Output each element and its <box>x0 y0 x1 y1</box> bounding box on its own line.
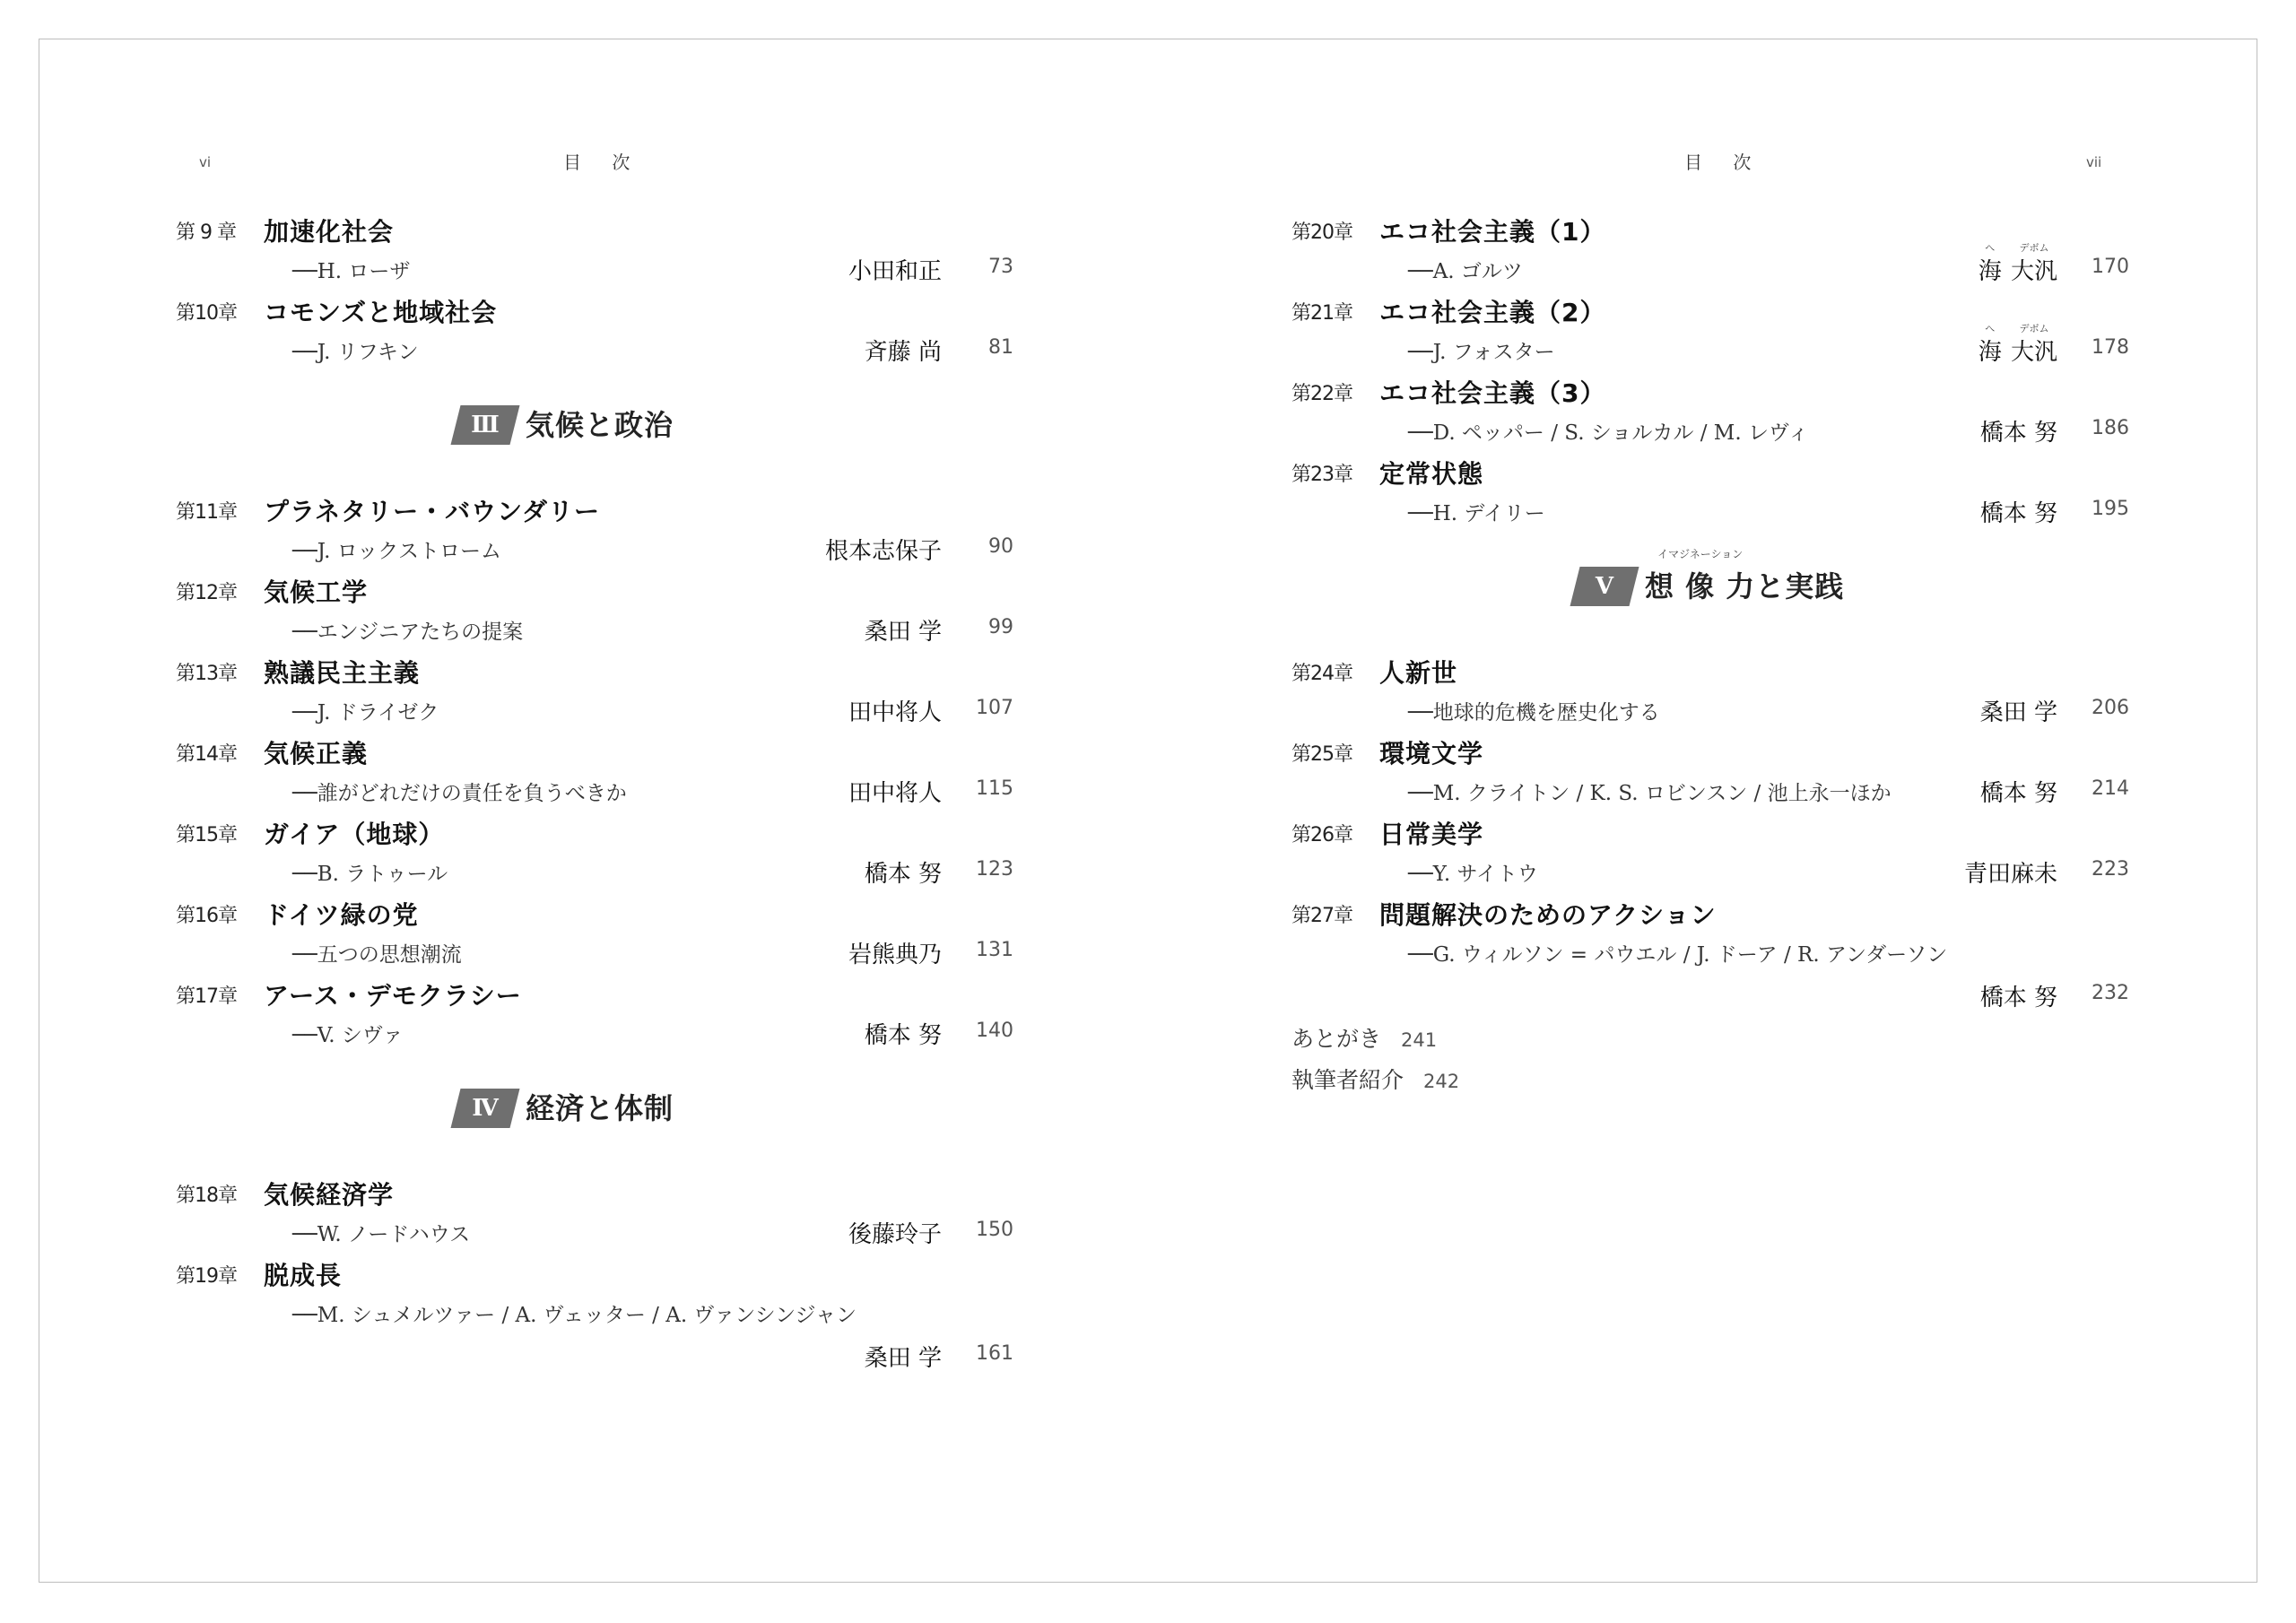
chapter-number: 第12章 <box>176 581 237 604</box>
page-number: 107 <box>976 697 1013 719</box>
chapter-subtitle: ──D. ペッパー / S. ショルカル / M. レヴィ <box>1408 421 1809 445</box>
toc-left <box>176 212 1013 1379</box>
chapter-number: 第24章 <box>1292 662 1352 685</box>
toc-entry-ch10[interactable] <box>176 292 1013 373</box>
toc-entry-ch16[interactable] <box>176 895 1013 976</box>
author-given-name: デボム 大汎 <box>2010 323 2057 366</box>
page-number: 161 <box>976 1342 1013 1365</box>
page-number: 206 <box>2092 697 2129 719</box>
chapter-number: 第23章 <box>1292 463 1352 486</box>
chapter-author: 岩熊典乃 <box>848 942 942 968</box>
chapter-title: 気候正義 <box>264 739 369 768</box>
page-number: 99 <box>988 616 1013 638</box>
page-number: 195 <box>2092 498 2129 520</box>
chapter-number: 第27章 <box>1292 904 1352 927</box>
chapter-number: 第19章 <box>176 1264 237 1288</box>
toc-entry-ch12[interactable] <box>176 572 1013 653</box>
backmatter-label: 執筆者紹介 <box>1292 1067 1405 1093</box>
chapter-number: 第13章 <box>176 662 237 685</box>
author-family-name: へ 海 <box>1978 323 2002 366</box>
toc-entry-ch21[interactable] <box>1292 292 2129 373</box>
chapter-subtitle: ──地球的危機を歴史化する <box>1408 701 1660 725</box>
chapter-subtitle: ──M. クライトン / K. S. ロビンスン / 池上永一ほか <box>1408 782 1892 805</box>
toc-entry-ch19[interactable] <box>176 1255 1013 1379</box>
author-given-name: デボム 大汎 <box>2010 242 2057 285</box>
toc-entry-ch9[interactable] <box>176 212 1013 292</box>
ruby-reading: イマジネーション <box>1657 548 1744 560</box>
chapter-subtitle: ──J. ロックストローム <box>292 540 502 563</box>
toc-entry-ch22[interactable] <box>1292 373 2129 454</box>
chapter-author <box>1977 323 2057 367</box>
folio-right: vii <box>2086 154 2102 170</box>
part-number: Ⅲ <box>471 412 500 438</box>
page-number: 186 <box>2092 417 2129 439</box>
chapter-author: 橋本 努 <box>864 861 942 888</box>
part-title: 気候と政治 <box>526 408 674 442</box>
chapter-author: 斉藤 尚 <box>864 339 942 366</box>
part-heading-5[interactable] <box>1292 534 2129 653</box>
chapter-title: プラネタリー・バウンダリー <box>264 497 601 526</box>
chapter-title: 脱成長 <box>264 1261 343 1290</box>
page-number: 131 <box>976 939 1013 961</box>
ruby-reading: へ <box>1985 242 1996 254</box>
chapter-title: ガイア（地球） <box>264 820 445 849</box>
right-page <box>1148 0 2296 1623</box>
toc-entry-afterword[interactable] <box>1292 1019 2129 1060</box>
chapter-subtitle: ──H. ローザ <box>292 260 411 283</box>
toc-entry-ch17[interactable] <box>176 976 1013 1056</box>
chapter-number: 第22章 <box>1292 382 1352 405</box>
chapter-number: 第15章 <box>176 823 237 846</box>
page-number: 170 <box>2092 256 2129 278</box>
chapter-subtitle: ──誰がどれだけの責任を負うべきか <box>292 782 627 805</box>
page-number: 123 <box>976 858 1013 881</box>
toc-entry-ch24[interactable] <box>1292 653 2129 733</box>
chapter-title: 人新世 <box>1379 658 1458 688</box>
toc-entry-ch26[interactable] <box>1292 814 2129 895</box>
chapter-number: 第18章 <box>176 1184 237 1207</box>
chapter-author: 桑田 学 <box>864 619 942 646</box>
chapter-title: エコ社会主義（1） <box>1379 217 1606 247</box>
chapter-number: 第 9 章 <box>176 221 236 244</box>
part-title: 経済と体制 <box>526 1091 674 1125</box>
author-family-name: へ 海 <box>1978 242 2002 285</box>
page-number: 73 <box>988 256 1013 278</box>
toc-entry-ch13[interactable] <box>176 653 1013 733</box>
chapter-title: コモンズと地域社会 <box>264 298 498 327</box>
chapter-number: 第21章 <box>1292 301 1352 325</box>
chapter-title: 環境文学 <box>1379 739 1484 768</box>
ruby-reading: デボム <box>2019 323 2049 334</box>
chapter-title: エコ社会主義（3） <box>1379 378 1606 408</box>
folio-left: vi <box>199 154 212 170</box>
toc-entry-ch27[interactable] <box>1292 895 2129 1019</box>
page-number: 214 <box>2092 777 2129 800</box>
running-head-right: 目 次 <box>1684 152 1764 173</box>
page-number: 140 <box>976 1020 1013 1042</box>
toc-entry-ch23[interactable] <box>1292 454 2129 534</box>
toc-entry-ch20[interactable] <box>1292 212 2129 292</box>
chapter-number: 第16章 <box>176 904 237 927</box>
chapter-number: 第20章 <box>1292 221 1352 244</box>
page-number: 241 <box>1401 1029 1438 1051</box>
chapter-subtitle: ──B. ラトゥール <box>292 863 448 886</box>
chapter-author: 橋本 努 <box>864 1022 942 1049</box>
chapter-author: 小田和正 <box>848 258 942 285</box>
chapter-author: 桑田 学 <box>864 1345 942 1372</box>
chapter-author: 後藤玲子 <box>848 1221 942 1248</box>
running-head-left: 目 次 <box>563 152 643 173</box>
chapter-author: 桑田 学 <box>1979 699 2057 726</box>
chapter-subtitle: ──J. フォスター <box>1408 341 1555 364</box>
chapter-title: 問題解決のためのアクション <box>1379 900 1717 930</box>
chapter-subtitle: ──A. ゴルツ <box>1408 260 1523 283</box>
part-heading-3[interactable] <box>176 373 1013 491</box>
part-title-ruby-base: イマジネーション 想 像 力 <box>1645 548 1756 603</box>
toc-entry-ch18[interactable] <box>176 1175 1013 1255</box>
page-number: 223 <box>2092 858 2129 881</box>
chapter-title: アース・デモクラシー <box>264 981 522 1011</box>
part-number: Ⅳ <box>472 1095 499 1122</box>
chapter-subtitle: ──M. シュメルツァー / A. ヴェッター / A. ヴァンシンジャン <box>292 1304 857 1327</box>
chapter-subtitle: ──W. ノードハウス <box>292 1223 471 1246</box>
chapter-author: 橋本 努 <box>1979 780 2057 807</box>
page-number: 242 <box>1423 1071 1460 1092</box>
chapter-author: 田中将人 <box>848 780 942 807</box>
toc-entry-ch11[interactable] <box>176 491 1013 572</box>
toc-entry-contributors[interactable] <box>1292 1060 2129 1101</box>
backmatter-label: あとがき <box>1292 1026 1382 1052</box>
chapter-author: 田中将人 <box>848 699 942 726</box>
chapter-title: 加速化社会 <box>264 217 395 247</box>
chapter-title: 定常状態 <box>1379 459 1484 489</box>
chapter-title: 日常美学 <box>1379 820 1484 849</box>
chapter-title: 気候経済学 <box>264 1180 395 1210</box>
chapter-author: 橋本 努 <box>1979 985 2057 1011</box>
ruby-reading: へ <box>1985 323 1996 334</box>
chapter-number: 第14章 <box>176 742 237 766</box>
page-number: 81 <box>988 336 1013 359</box>
chapter-author: 橋本 努 <box>1979 500 2057 527</box>
ruby-reading: デボム <box>2019 242 2049 254</box>
chapter-subtitle: ──G. ウィルソン = パウエル / J. ドーア / R. アンダーソン <box>1408 943 1948 967</box>
page-number: 90 <box>988 535 1013 558</box>
part-heading-4[interactable] <box>176 1056 1013 1175</box>
chapter-title: ドイツ緑の党 <box>264 900 419 930</box>
chapter-author: 橋本 努 <box>1979 420 2057 447</box>
chapter-title: 熟議民主主義 <box>264 658 421 688</box>
toc-right <box>1292 212 2129 1101</box>
chapter-author: 根本志保子 <box>824 538 942 565</box>
part-title <box>1645 548 1845 605</box>
page-number: 115 <box>976 777 1013 800</box>
part-number: Ⅴ <box>1595 573 1614 600</box>
chapter-subtitle: ──五つの思想潮流 <box>292 943 462 967</box>
chapter-subtitle: ──J. リフキン <box>292 341 419 364</box>
page-number: 150 <box>976 1219 1013 1241</box>
chapter-number: 第26章 <box>1292 823 1352 846</box>
chapter-title: エコ社会主義（2） <box>1379 298 1606 327</box>
chapter-number: 第25章 <box>1292 742 1352 766</box>
page-number: 232 <box>2092 982 2129 1004</box>
toc-entry-ch15[interactable] <box>176 814 1013 895</box>
chapter-subtitle: ──Y. サイトウ <box>1408 863 1538 886</box>
chapter-number: 第10章 <box>176 301 237 325</box>
chapter-author: 青田麻未 <box>1963 861 2057 888</box>
chapter-title: 気候工学 <box>264 577 369 607</box>
part-title-rest: と実践 <box>1755 569 1845 603</box>
chapter-subtitle: ──エンジニアたちの提案 <box>292 621 524 644</box>
page-number: 178 <box>2092 336 2129 359</box>
chapter-subtitle: ──H. デイリー <box>1408 502 1545 525</box>
chapter-subtitle: ──V. シヴァ <box>292 1024 404 1047</box>
toc-entry-ch14[interactable] <box>176 733 1013 814</box>
chapter-number: 第11章 <box>176 500 237 524</box>
chapter-number: 第17章 <box>176 985 237 1008</box>
chapter-author <box>1977 242 2057 286</box>
toc-entry-ch25[interactable] <box>1292 733 2129 814</box>
chapter-subtitle: ──J. ドライゼク <box>292 701 439 725</box>
